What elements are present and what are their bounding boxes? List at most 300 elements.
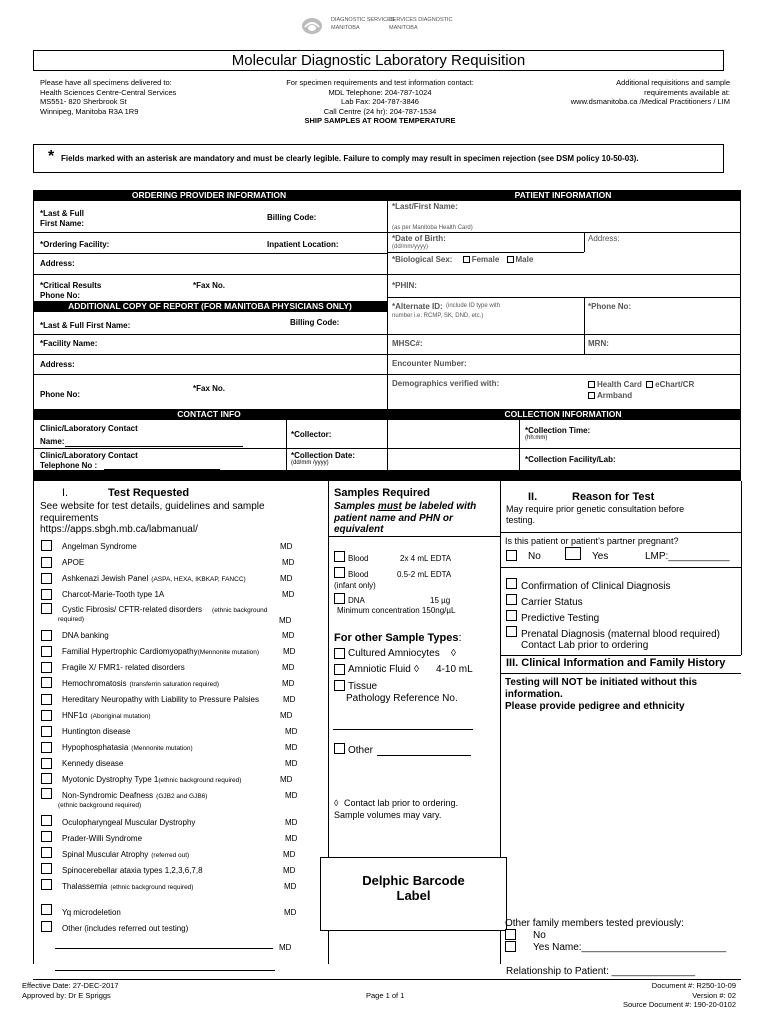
confirmation-label: Confirmation of Clinical Diagnosis	[521, 581, 671, 592]
delivery-address	[40, 78, 176, 116]
family-no-checkbox[interactable]	[505, 929, 516, 940]
predictive-label: Predictive Testing	[521, 613, 600, 624]
alt-id-note: (include ID type with	[446, 303, 501, 309]
barcode-subtitle: Label	[396, 888, 431, 903]
armband-checkbox[interactable]	[588, 391, 632, 400]
dna-minimum: Minimum concentration 150ng/µL	[337, 606, 456, 615]
contact-name-label: Name:	[40, 437, 65, 446]
blood-infant-requirement: 0.5-2 mL EDTA	[397, 570, 452, 579]
divider	[387, 232, 741, 233]
carrier-checkbox[interactable]	[506, 594, 517, 605]
divider	[33, 334, 387, 335]
checkbox-icon	[646, 381, 653, 388]
md-label: MD	[279, 616, 292, 625]
test-checkbox[interactable]	[41, 847, 52, 858]
divider	[500, 532, 741, 533]
checkbox-icon	[507, 256, 514, 263]
carrier-label: Carrier Status	[521, 597, 583, 608]
dob-format: (dd/mm/yyyy)	[392, 244, 428, 250]
ship-notice: SHIP SAMPLES AT ROOM TEMPERATURE	[304, 116, 456, 123]
logo-sub-fr: MANITOBA	[389, 25, 418, 31]
test-item	[62, 882, 193, 891]
contact-line: Lab Fax: 204-787-3846	[341, 97, 419, 106]
echart-checkbox[interactable]	[646, 380, 694, 389]
samples-label-note	[334, 501, 476, 536]
sex-label: *Biological Sex:	[392, 255, 453, 264]
test-name: Hereditary Neuropathy with Liability to Pressure Palsies	[62, 695, 259, 704]
collection-date-label: *Collection Date:	[291, 451, 356, 460]
tests-heading: Test Requested	[108, 487, 190, 499]
md-label: MD	[283, 850, 296, 859]
other-md: MD	[279, 943, 292, 952]
delivery-line: Health Sciences Centre-Central Services	[40, 87, 177, 97]
test-checkbox[interactable]	[41, 831, 52, 842]
dna-label: DNA	[348, 596, 365, 605]
divider	[33, 253, 387, 254]
test-item	[62, 663, 185, 672]
test-name: Other (includes referred out testing)	[62, 924, 189, 933]
md-label: MD	[285, 818, 298, 827]
prenatal-checkbox[interactable]	[506, 626, 517, 637]
test-name: Non-Syndromic Deafness	[62, 791, 154, 800]
other-test-line-2[interactable]	[55, 970, 275, 971]
test-checkbox[interactable]	[41, 788, 52, 799]
ordering-name-label: *Last & Full	[40, 209, 85, 218]
md-label: MD	[285, 834, 298, 843]
pregnant-yes-checkbox[interactable]	[565, 547, 581, 560]
samples-note: be labeled with	[401, 501, 477, 512]
copy-facility-label: *Facility Name:	[40, 339, 98, 348]
reason-note	[506, 504, 684, 526]
barcode-label-box	[320, 857, 507, 931]
logo	[301, 16, 451, 36]
copy-name-label: *Last & Full First Name:	[40, 321, 131, 330]
test-checkbox[interactable]	[41, 726, 52, 737]
delivery-line: Please have all specimens delivered to:	[40, 78, 172, 87]
test-checkbox[interactable]	[41, 773, 52, 784]
contact-tel-label: Telephone No :	[40, 461, 98, 470]
contact-heading: CONTACT INFO	[33, 409, 385, 420]
divider	[387, 252, 584, 253]
test-item	[62, 924, 188, 933]
test-checkbox[interactable]	[41, 758, 52, 769]
collection-time-label: *Collection Time:	[525, 426, 591, 435]
encounter-label: Encounter Number:	[392, 359, 467, 368]
phin-label: *PHIN:	[392, 281, 417, 290]
test-name: Yq microdeletion	[62, 908, 121, 917]
version-number: Version #: 02	[692, 990, 736, 1000]
inpatient-location-label: Inpatient Location:	[267, 240, 339, 249]
test-name: DNA banking	[62, 631, 109, 640]
contact-line: For specimen requirements and test information contact:	[286, 78, 474, 87]
source-document: Source Document #: 190-20-0102	[623, 1000, 736, 1009]
page-number: Page 1 of 1	[366, 991, 405, 1000]
diamond-icon: ◊	[414, 664, 419, 675]
md-label: MD	[285, 759, 298, 768]
collector-label: *Collector:	[291, 430, 332, 439]
clinical-heading: III. Clinical Information and Family History	[506, 657, 726, 669]
other-samples-heading-text: For other Sample Types	[334, 632, 459, 644]
md-label: MD	[283, 647, 296, 656]
clinic-contact-label: Clinic/Laboratory Contact	[40, 451, 138, 460]
contact-line: Call Centre (24 hr): 204-787-1534	[323, 106, 437, 116]
test-item	[62, 834, 142, 843]
other-sample-checkbox[interactable]	[334, 743, 345, 754]
md-label: MD	[285, 791, 298, 800]
md-label: MD	[283, 695, 296, 704]
copy-billing-label: Billing Code:	[290, 318, 340, 327]
patient-name-note: (as per Manitoba Health Card)	[392, 225, 473, 231]
checkbox-icon	[588, 392, 595, 399]
tests-intro-line: See website for test details, guidelines and sample	[40, 501, 265, 512]
amniocytes-checkbox[interactable]	[334, 648, 345, 659]
copy-fax-label: *Fax No.	[193, 384, 226, 393]
blood-label: Blood	[348, 554, 369, 563]
center-divider	[387, 200, 388, 471]
md-label: MD	[282, 590, 295, 599]
test-checkbox[interactable]	[41, 863, 52, 874]
predictive-checkbox[interactable]	[506, 610, 517, 621]
samples-heading: Samples Required	[334, 487, 430, 499]
test-name: Fragile X/ FMR1- related disorders	[62, 663, 185, 672]
relationship-field[interactable]: Relationship to Patient: _______________	[506, 966, 696, 977]
echart-label: eChart/CR	[655, 380, 695, 389]
requisition-line: Additional requisitions and sample	[616, 78, 730, 87]
test-name: Familial Hypertrophic Cardiomyopathy	[62, 647, 198, 656]
family-no-label: No	[533, 930, 546, 941]
test-item	[62, 558, 84, 567]
md-label: MD	[280, 775, 293, 784]
test-note: (Mennonite mutation)	[131, 745, 193, 752]
md-label: MD	[282, 631, 295, 640]
infant-only-note: (infant only)	[334, 581, 376, 590]
logo-sub-en: MANITOBA	[331, 25, 360, 31]
family-yes-checkbox[interactable]	[505, 941, 516, 952]
dna-quantity: 15 µg	[430, 596, 451, 605]
sample-volume-note: Sample volumes may vary.	[334, 810, 442, 820]
md-label: MD	[282, 679, 295, 688]
test-name: Prader-Willi Syndrome	[62, 834, 143, 843]
test-item	[62, 866, 203, 875]
diamond-icon: ◊	[451, 648, 456, 659]
test-checkbox[interactable]	[41, 630, 52, 641]
divider	[387, 274, 741, 275]
health-card-label: Health Card	[597, 380, 642, 389]
copy-phone-label: Phone No:	[40, 390, 80, 399]
footer-left	[22, 981, 119, 1000]
divider	[584, 232, 585, 252]
document-number: Document #: R250-10-09	[651, 981, 736, 990]
md-label: MD	[280, 574, 293, 583]
armband-label: Armband	[597, 391, 633, 400]
family-yes-field[interactable]: Yes Name:__________________________	[533, 942, 727, 953]
samples-note-must: must	[377, 501, 402, 512]
test-item	[62, 574, 246, 583]
test-name: Hypophosphatasia	[62, 743, 129, 752]
sex-field	[392, 255, 533, 264]
md-label: MD	[285, 727, 298, 736]
section-band	[33, 471, 741, 481]
divider	[584, 297, 585, 334]
test-name: Myotonic Dystrophy Type 1	[62, 775, 159, 784]
test-item	[62, 818, 195, 827]
patient-heading: PATIENT INFORMATION	[385, 190, 741, 201]
demographics-label: Demographics verified with:	[392, 379, 500, 388]
logo-emblem-icon	[301, 17, 323, 35]
contact-name-line[interactable]	[65, 446, 243, 447]
test-name: Thalassemia	[62, 882, 108, 891]
test-item	[62, 679, 219, 688]
test-name: Oculopharyngeal Muscular Dystrophy	[62, 818, 196, 827]
clinical-note-line: information.	[505, 689, 563, 700]
test-note: (GJB2 and GJB6)	[156, 793, 208, 800]
contact-lab-note: Contact lab prior to ordering.	[344, 798, 459, 808]
test-name: Cystic Fibrosis/ CFTR-related disorders	[62, 605, 203, 614]
other-sample-line[interactable]	[377, 755, 471, 756]
tests-intro	[40, 501, 265, 536]
approved-by: Approved by: Dr E Spriggs	[22, 990, 111, 1000]
test-name: Angelman Syndrome	[62, 542, 137, 551]
test-checkbox[interactable]	[41, 557, 52, 568]
collection-facility-label: *Collection Facility/Lab:	[525, 455, 616, 464]
pathology-label: Pathology Reference No.	[346, 693, 458, 704]
test-note: (transferrin saturation required)	[129, 681, 220, 688]
ordering-phone-label: Phone No:	[40, 291, 80, 300]
test-checkbox[interactable]	[41, 662, 52, 673]
requisition-line: requirements available at:	[644, 87, 730, 97]
footer-right	[560, 981, 736, 1010]
tests-intro-line: requirements	[40, 512, 99, 524]
blood-infant-checkbox[interactable]	[334, 567, 345, 578]
health-card-checkbox[interactable]	[588, 380, 642, 389]
tissue-label: Tissue	[348, 681, 378, 692]
collection-heading: COLLECTION INFORMATION	[385, 409, 741, 420]
test-checkbox[interactable]	[41, 573, 52, 584]
test-checkbox[interactable]	[41, 540, 52, 551]
test-checkbox[interactable]	[41, 603, 52, 614]
requisition-line: www.dsmanitoba.ca /Medical Practitioners / LIM	[570, 97, 730, 106]
test-item	[62, 711, 151, 720]
dna-checkbox[interactable]	[334, 593, 345, 604]
requisition-info	[530, 78, 730, 107]
family-question: Other family members tested previously:	[505, 918, 684, 929]
divider	[33, 374, 387, 375]
test-name: Spinal Muscular Atrophy	[62, 850, 149, 859]
test-note: (Mennonite mutation)	[197, 649, 260, 656]
blood-infant-label: Blood	[348, 570, 369, 579]
alt-id-label: *Alternate ID:	[392, 302, 443, 311]
pregnant-question: Is this patient or patient’s partner pregnant?	[505, 536, 679, 546]
amniotic-fluid-checkbox[interactable]	[334, 664, 345, 675]
mhsc-label: MHSC#:	[392, 339, 423, 348]
test-item	[62, 775, 241, 784]
divider	[33, 481, 34, 964]
ordering-heading: ORDERING PROVIDER INFORMATION	[33, 190, 385, 201]
md-label: MD	[282, 663, 295, 672]
divider	[33, 448, 741, 449]
test-item	[62, 791, 207, 800]
samples-note: equivalent	[334, 524, 384, 535]
patient-name-label: *Last/First Name:	[392, 202, 458, 211]
test-item	[62, 743, 193, 752]
other-samples-colon: :	[458, 632, 462, 644]
test-note: (Aboriginal mutation)	[90, 713, 151, 720]
other-samples-heading	[334, 632, 462, 644]
female-label: Female	[471, 255, 500, 264]
lab-manual-link[interactable]: https://apps.sbgh.mb.ca/labmanual/	[40, 524, 198, 535]
md-label: MD	[282, 558, 295, 567]
divider	[33, 274, 387, 275]
demo-options	[588, 379, 694, 401]
test-item	[62, 542, 137, 551]
clinical-note	[505, 677, 697, 713]
clinic-contact-label: Clinic/Laboratory Contact	[40, 424, 138, 433]
confirmation-checkbox[interactable]	[506, 578, 517, 589]
blood-checkbox[interactable]	[334, 551, 345, 562]
female-checkbox[interactable]	[463, 255, 500, 264]
test-checkbox[interactable]	[41, 904, 52, 915]
divider	[500, 567, 741, 568]
amniocytes-label: Cultured Amniocytes	[348, 648, 440, 659]
contact-block	[230, 78, 530, 123]
test-name: Kennedy disease	[62, 759, 124, 768]
pregnant-yes-label: Yes	[592, 551, 609, 562]
asterisk-mark: *	[48, 148, 55, 165]
divider	[33, 232, 387, 233]
divider	[286, 420, 287, 471]
checkbox-icon	[463, 256, 470, 263]
clinical-note-line: Please provide pedigree and ethnicity	[505, 701, 685, 712]
ordering-address-label: Address:	[40, 259, 75, 268]
alt-id-note: number i.e. RCMP, SK, DND, etc.)	[392, 313, 484, 319]
delivery-line: Winnipeg, Manitoba R3A 1R9	[40, 106, 139, 116]
test-item	[62, 631, 109, 640]
test-name: Hemochromatosis	[62, 679, 127, 688]
other-sample-label: Other	[348, 745, 374, 756]
notice-text: Fields marked with an asterisk are mandatory and must be clearly legible. Failure to comply may result in specimen rejection (see DSM policy 10-50-03).	[61, 154, 639, 163]
divider	[584, 334, 585, 354]
test-name: Ashkenazi Jewish Panel	[62, 574, 149, 583]
logo-text-en: DIAGNOSTIC SERVICES	[331, 17, 395, 23]
patient-phone-label: *Phone No:	[588, 302, 632, 311]
test-name: Huntington disease	[62, 727, 131, 736]
test-checkbox[interactable]	[41, 710, 52, 721]
test-checkbox[interactable]	[41, 815, 52, 826]
reason-note-line: testing.	[506, 515, 536, 525]
contact-tel-line[interactable]	[104, 469, 220, 470]
test-item	[62, 695, 259, 704]
test-checkbox[interactable]	[41, 742, 52, 753]
amniotic-fluid-volume: 4-10 mL	[436, 664, 473, 675]
md-label: MD	[284, 882, 297, 891]
test-note: (ethnic background required)	[58, 802, 142, 809]
patient-address-label: Address:	[588, 234, 620, 243]
divider	[33, 354, 387, 355]
blood-requirement: 2x 4 mL EDTA	[400, 554, 452, 563]
md-label: MD	[280, 711, 293, 720]
test-checkbox[interactable]	[41, 921, 52, 932]
test-checkbox[interactable]	[41, 879, 52, 890]
pathology-line[interactable]	[333, 729, 473, 730]
amniotic-fluid-label: Amniotic Fluid	[348, 664, 411, 675]
test-note: (ethnic background	[212, 607, 268, 614]
test-name: Spinocerebellar ataxia types 1,2,3,6,7,8	[62, 866, 203, 875]
title-box	[33, 50, 724, 71]
test-note: required)	[58, 616, 85, 623]
ordering-facility-label: *Ordering Facility:	[40, 240, 110, 249]
test-checkbox[interactable]	[41, 694, 52, 705]
pregnant-no-checkbox[interactable]	[506, 550, 517, 561]
divider	[387, 374, 741, 375]
divider	[500, 655, 741, 656]
test-item	[62, 590, 164, 599]
lmp-field[interactable]: LMP:___________	[645, 551, 730, 562]
test-item	[62, 727, 131, 736]
ordering-firstname-label: First Name:	[40, 219, 85, 228]
divider	[387, 334, 741, 335]
test-name: APOE	[62, 558, 85, 567]
test-note: (referred out)	[151, 852, 190, 859]
clinical-note-line: Testing will NOT be initiated without this	[505, 677, 698, 688]
divider	[387, 297, 741, 298]
tissue-checkbox[interactable]	[334, 680, 345, 691]
test-note: (ethnic background required)	[158, 777, 242, 784]
barcode-title: Delphic Barcode	[362, 873, 465, 888]
test-item	[62, 647, 259, 656]
reason-note-line: May require prior genetic consultation before	[506, 504, 685, 514]
samples-note: patient name and PHN or	[334, 512, 453, 524]
reason-number: II.	[528, 491, 538, 503]
test-item	[62, 759, 123, 768]
divider	[387, 354, 741, 355]
diamond-icon: ◊	[334, 798, 339, 808]
prenatal-label: Prenatal Diagnosis (maternal blood required)	[521, 629, 720, 640]
collection-date-format: (dd/mm /yyyy)	[291, 460, 329, 466]
copy-heading: ADDITIONAL COPY OF REPORT (FOR MANITOBA PHYSICIANS ONLY)	[33, 301, 387, 312]
test-item	[62, 908, 121, 917]
male-checkbox[interactable]	[507, 255, 534, 264]
test-name: Charcot-Marie-Tooth type 1A	[62, 590, 165, 599]
test-note: (ethnic background required)	[110, 884, 194, 891]
bottom-border	[33, 979, 741, 980]
test-note: (ASPA, HEXA, IKBKAP, FANCC)	[151, 576, 246, 583]
divider	[500, 673, 741, 674]
md-label: MD	[285, 743, 298, 752]
male-label: Male	[515, 255, 534, 264]
test-checkbox[interactable]	[41, 589, 52, 600]
test-checkbox[interactable]	[41, 646, 52, 657]
other-test-line[interactable]	[55, 948, 273, 949]
ordering-fax-label: *Fax No.	[193, 281, 226, 290]
pregnant-no-label: No	[528, 551, 541, 562]
ordering-billing-label: Billing Code:	[267, 213, 317, 222]
mandatory-notice	[33, 144, 724, 173]
effective-date: Effective Date: 27-DEC-2017	[22, 981, 119, 990]
copy-address-label: Address:	[40, 360, 75, 369]
md-label: MD	[284, 908, 297, 917]
critical-results-label: *Critical Results	[40, 281, 102, 290]
dob-label: *Date of Birth:	[392, 234, 446, 243]
reason-heading: Reason for Test	[572, 491, 655, 503]
collection-time-format: (hh:mm)	[525, 435, 548, 441]
test-item	[62, 850, 189, 859]
test-name: HNF1α	[62, 711, 88, 720]
checkbox-icon	[588, 381, 595, 388]
test-checkbox[interactable]	[41, 677, 52, 688]
contact-line: MDL Telephone: 204-787-1024	[328, 87, 432, 97]
divider	[741, 481, 742, 655]
logo-text-fr: SERVICES DIAGNOSTIC	[389, 17, 453, 23]
